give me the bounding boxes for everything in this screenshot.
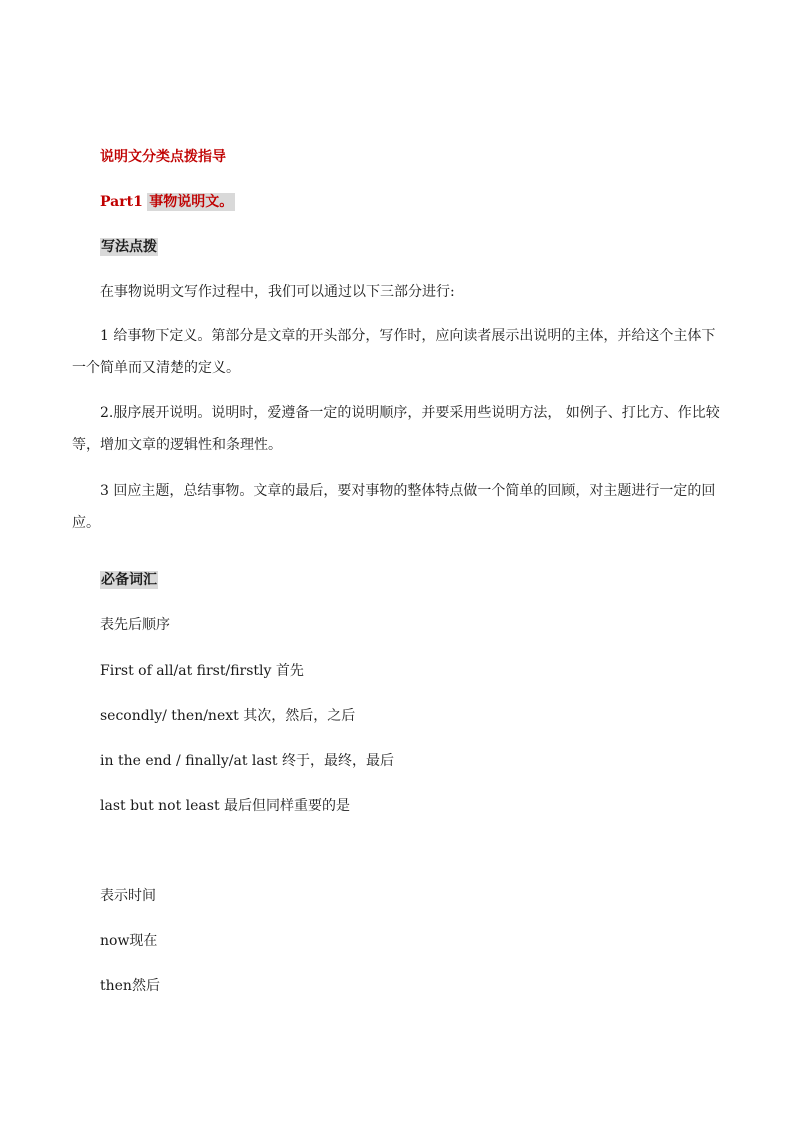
group-title-time: 表示时间 [100,888,156,904]
section-heading-label: 写法点拨 [101,239,157,255]
section-heading-label: 必备词汇 [101,572,157,588]
vocab-item: in the end / finally/at last 终于，最终，最后 [100,753,394,769]
vocab-item: secondly/ then/next 其次，然后，之后 [100,708,356,724]
vocab-item: First of all/at first/firstly 首先 [100,663,304,679]
group-title-sequence: 表先后顺序 [100,617,170,633]
intro-paragraph: 在事物说明文写作过程中，我们可以通过以下三部分进行: [100,284,455,300]
part-heading [100,192,235,212]
section-heading-vocabulary [100,570,158,590]
vocab-item: last but not least 最后但同样重要的是 [100,798,351,814]
document-title: 说明文分类点拨指导 [100,149,226,165]
step-2-paragraph: 2.服序展开说明。说明时，爱遵备一定的说明顺序，并要采用些说明方法， 如例子、打比方、作比较等，增加文章的逻辑性和条理性。 [72,405,720,453]
vocab-item: now现在 [100,933,158,949]
step-3-paragraph: 3 回应主题，总结事物。文章的最后，要对事物的整体特点做一个简单的回顾，对主题进行一定的回应。 [72,483,716,531]
part-label: Part1 [100,194,143,210]
vocab-item: then然后 [100,978,160,994]
part-name: 事物说明文。 [149,194,234,210]
section-heading-writing-tips [100,237,158,257]
step-1-paragraph: 1 给事物下定义。第部分是文章的开头部分，写作时，应向读者展示出说明的主体，并给这个主体下一个简单而又清楚的定义。 [72,328,716,376]
